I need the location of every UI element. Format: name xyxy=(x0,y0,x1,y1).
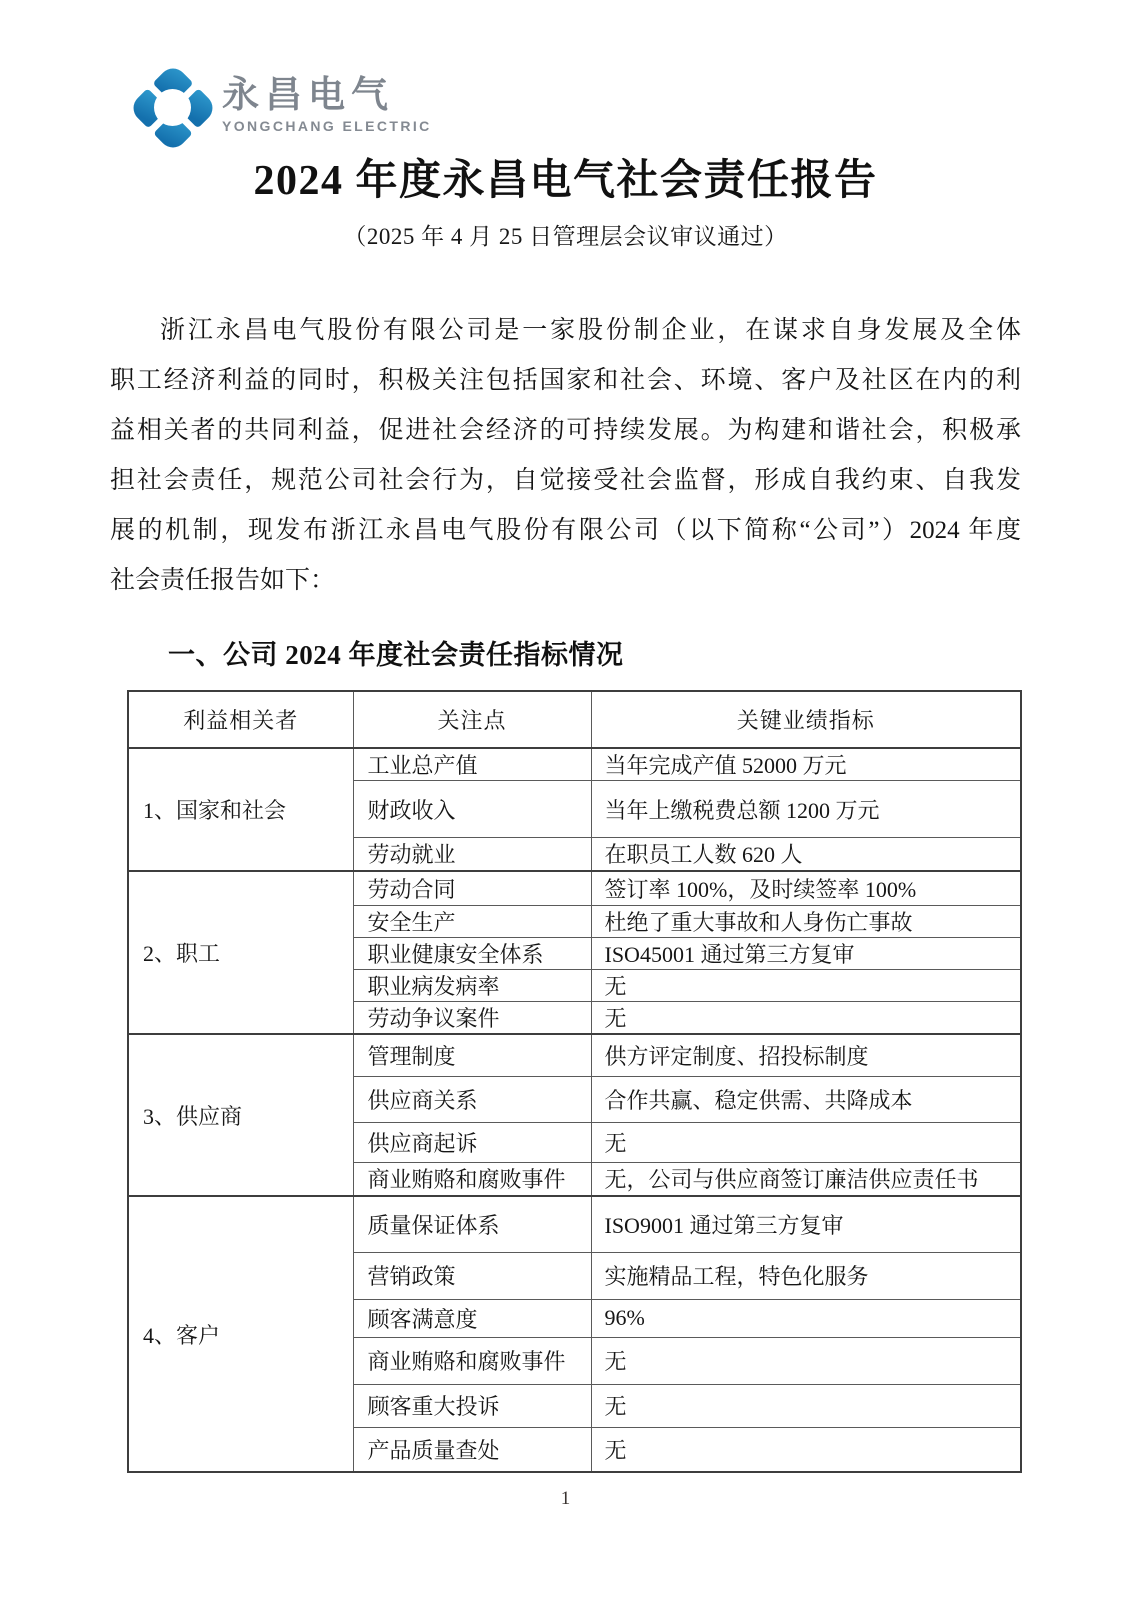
focus-cell: 顾客重大投诉 xyxy=(353,1384,591,1427)
logo-diamond-icon xyxy=(126,62,218,154)
header-kpi: 关键业绩指标 xyxy=(591,691,1021,748)
stakeholder-cell: 2、职工 xyxy=(128,871,353,1035)
csr-indicator-table xyxy=(127,690,1022,1473)
intro-line: 职工经济利益的同时，积极关注包括国家和社会、环境、客户及社区在内的利 xyxy=(110,367,1021,394)
header-focus: 关注点 xyxy=(353,691,591,748)
kpi-cell: 签订率 100%，及时续签率 100% xyxy=(591,871,1021,906)
table-row xyxy=(128,871,1021,906)
intro-line: 益相关者的共同利益，促进社会经济的可持续发展。为构建和谐社会，积极承 xyxy=(110,417,1021,444)
focus-cell: 顾客满意度 xyxy=(353,1299,591,1337)
table-row xyxy=(128,1034,1021,1076)
intro-line: 展的机制，现发布浙江永昌电气股份有限公司（以下简称“公司”）2024 年度 xyxy=(110,517,1021,544)
focus-cell: 工业总产值 xyxy=(353,748,591,781)
intro-line: 社会责任报告如下： xyxy=(110,567,336,594)
kpi-cell: ISO9001 通过第三方复审 xyxy=(591,1196,1021,1252)
kpi-cell: 实施精品工程，特色化服务 xyxy=(591,1252,1021,1299)
kpi-cell: 无 xyxy=(591,1427,1021,1472)
focus-cell: 产品质量查处 xyxy=(353,1427,591,1472)
kpi-cell: 无 xyxy=(591,970,1021,1002)
focus-cell: 质量保证体系 xyxy=(353,1196,591,1252)
stakeholder-cell: 3、供应商 xyxy=(128,1034,353,1196)
table-row xyxy=(128,748,1021,781)
kpi-cell: 在职员工人数 620 人 xyxy=(591,838,1021,871)
focus-cell: 商业贿赂和腐败事件 xyxy=(353,1337,591,1384)
kpi-cell: 当年完成产值 52000 万元 xyxy=(591,748,1021,781)
focus-cell: 职业病发病率 xyxy=(353,970,591,1002)
focus-cell: 供应商起诉 xyxy=(353,1122,591,1162)
kpi-cell: 无，公司与供应商签订廉洁供应责任书 xyxy=(591,1162,1021,1196)
kpi-cell: 96% xyxy=(591,1299,1021,1337)
kpi-cell: 杜绝了重大事故和人身伤亡事故 xyxy=(591,906,1021,938)
stakeholder-cell: 4、客户 xyxy=(128,1196,353,1472)
report-title: 2024 年度永昌电气社会责任报告 xyxy=(253,158,878,204)
section-heading: 一、公司 2024 年度社会责任指标情况 xyxy=(168,640,624,670)
table-header-row xyxy=(128,691,1021,748)
kpi-cell: ISO45001 通过第三方复审 xyxy=(591,938,1021,970)
intro-paragraph xyxy=(110,306,1021,606)
company-name-cn: 永昌电气 xyxy=(222,74,394,115)
focus-cell: 商业贿赂和腐败事件 xyxy=(353,1162,591,1196)
focus-cell: 供应商关系 xyxy=(353,1076,591,1122)
stakeholder-cell: 1、国家和社会 xyxy=(128,748,353,871)
logo-text xyxy=(222,76,432,134)
kpi-cell: 当年上缴税费总额 1200 万元 xyxy=(591,781,1021,838)
intro-line: 浙江永昌电气股份有限公司是一家股份制企业，在谋求自身发展及全体 xyxy=(160,317,1021,344)
kpi-cell: 无 xyxy=(591,1122,1021,1162)
report-subtitle: （2025 年 4 月 25 日管理层会议审议通过） xyxy=(343,224,788,249)
focus-cell: 安全生产 xyxy=(353,906,591,938)
focus-cell: 劳动合同 xyxy=(353,871,591,906)
company-name-en: YONGCHANG ELECTRIC xyxy=(222,117,432,134)
intro-line: 担社会责任，规范公司社会行为，自觉接受社会监督，形成自我约束、自我发 xyxy=(110,467,1021,494)
kpi-cell: 合作共赢、稳定供需、共降成本 xyxy=(591,1076,1021,1122)
focus-cell: 职业健康安全体系 xyxy=(353,938,591,970)
focus-cell: 劳动就业 xyxy=(353,838,591,871)
kpi-cell: 无 xyxy=(591,1384,1021,1427)
focus-cell: 营销政策 xyxy=(353,1252,591,1299)
focus-cell: 财政收入 xyxy=(353,781,591,838)
company-logo xyxy=(126,62,432,154)
table-row xyxy=(128,1196,1021,1252)
kpi-cell: 无 xyxy=(591,1337,1021,1384)
kpi-cell: 供方评定制度、招投标制度 xyxy=(591,1034,1021,1076)
page-number: 1 xyxy=(560,1488,571,1509)
header-stakeholder: 利益相关者 xyxy=(128,691,353,748)
focus-cell: 劳动争议案件 xyxy=(353,1002,591,1035)
kpi-cell: 无 xyxy=(591,1002,1021,1035)
focus-cell: 管理制度 xyxy=(353,1034,591,1076)
